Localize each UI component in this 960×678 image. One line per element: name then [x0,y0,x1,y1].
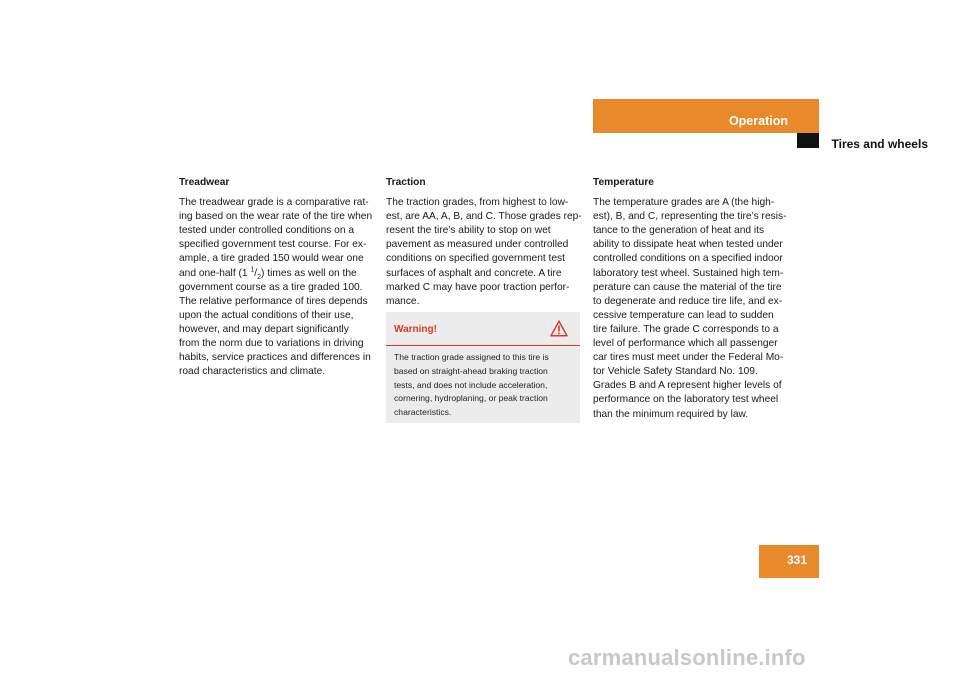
warning-triangle-icon [550,320,568,337]
fraction-separator: / [254,267,258,279]
warning-title: Warning! [394,324,437,335]
fraction-numerator: 1 [250,266,255,274]
warning-header [386,312,580,346]
watermark: carmanualsonline.info [568,645,806,670]
header-marker [797,133,819,148]
section-header [593,99,819,133]
temperature-column [593,176,789,422]
traction-column [386,176,582,309]
fraction-denominator: 2 [257,273,262,281]
page-number-box [759,545,819,578]
treadwear-heading: Treadwear [179,177,230,188]
traction-paragraph: The traction grades, from highest to low- est, are AA, A, B, and C. Those grades rep- resent the tire’s ability to stop on wet pavement as measured under controlled conditions on specified government test surfaces of asphalt and concrete. A tire marked C may have poor traction perfor- mance. [386,197,582,307]
subsection-title: Tires and wheels [831,137,928,151]
section-title: Operation [728,114,788,128]
temperature-paragraph: The temperature grades are A (the high- est), B, and C, representing the tire’s resis- tance to the generation of heat and its ability to dissipate heat when tested under controlled conditions on a specified indoor laboratory test wheel. Sustained high tem- perature can cause the material of the tire to degenerate and reduce tire life, and ex- cessive temperature can lead to sudden tire failure. The grade C corresponds to a level of performance which all passenger car tires must meet under the Federal Mo- tor Vehicle Safety Standard No. 109. Grades B and A represent higher levels of performance on the laboratory test wheel than the minimum required by law. [593,197,787,420]
warning-text: The traction grade assigned to this tire is based on straight-ahead braking traction tests, and does not include acceleration, cornering, hydroplaning, or peak traction characteristics. [394,352,549,418]
warning-box [386,312,580,423]
treadwear-paragraph [179,196,375,379]
treadwear-text-after: ) times as well on the government course as a tire graded 100. The relative performance of tires depends upon the actual conditions of their use, however, and may depart significantly from the norm due to variations in driving habits, service practices and differences in road characteristics and climate. [179,267,371,378]
treadwear-text-before: The treadwear grade is a comparative rat- ing based on the wear rate of the tire when tested under controlled conditions on a specified government test course. For ex- ample, a tire graded 150 would wear one and one-half (1 [179,197,373,279]
traction-heading: Traction [386,177,426,188]
treadwear-column [179,176,375,379]
temperature-heading: Temperature [593,177,654,188]
page-number: 331 [786,553,807,567]
